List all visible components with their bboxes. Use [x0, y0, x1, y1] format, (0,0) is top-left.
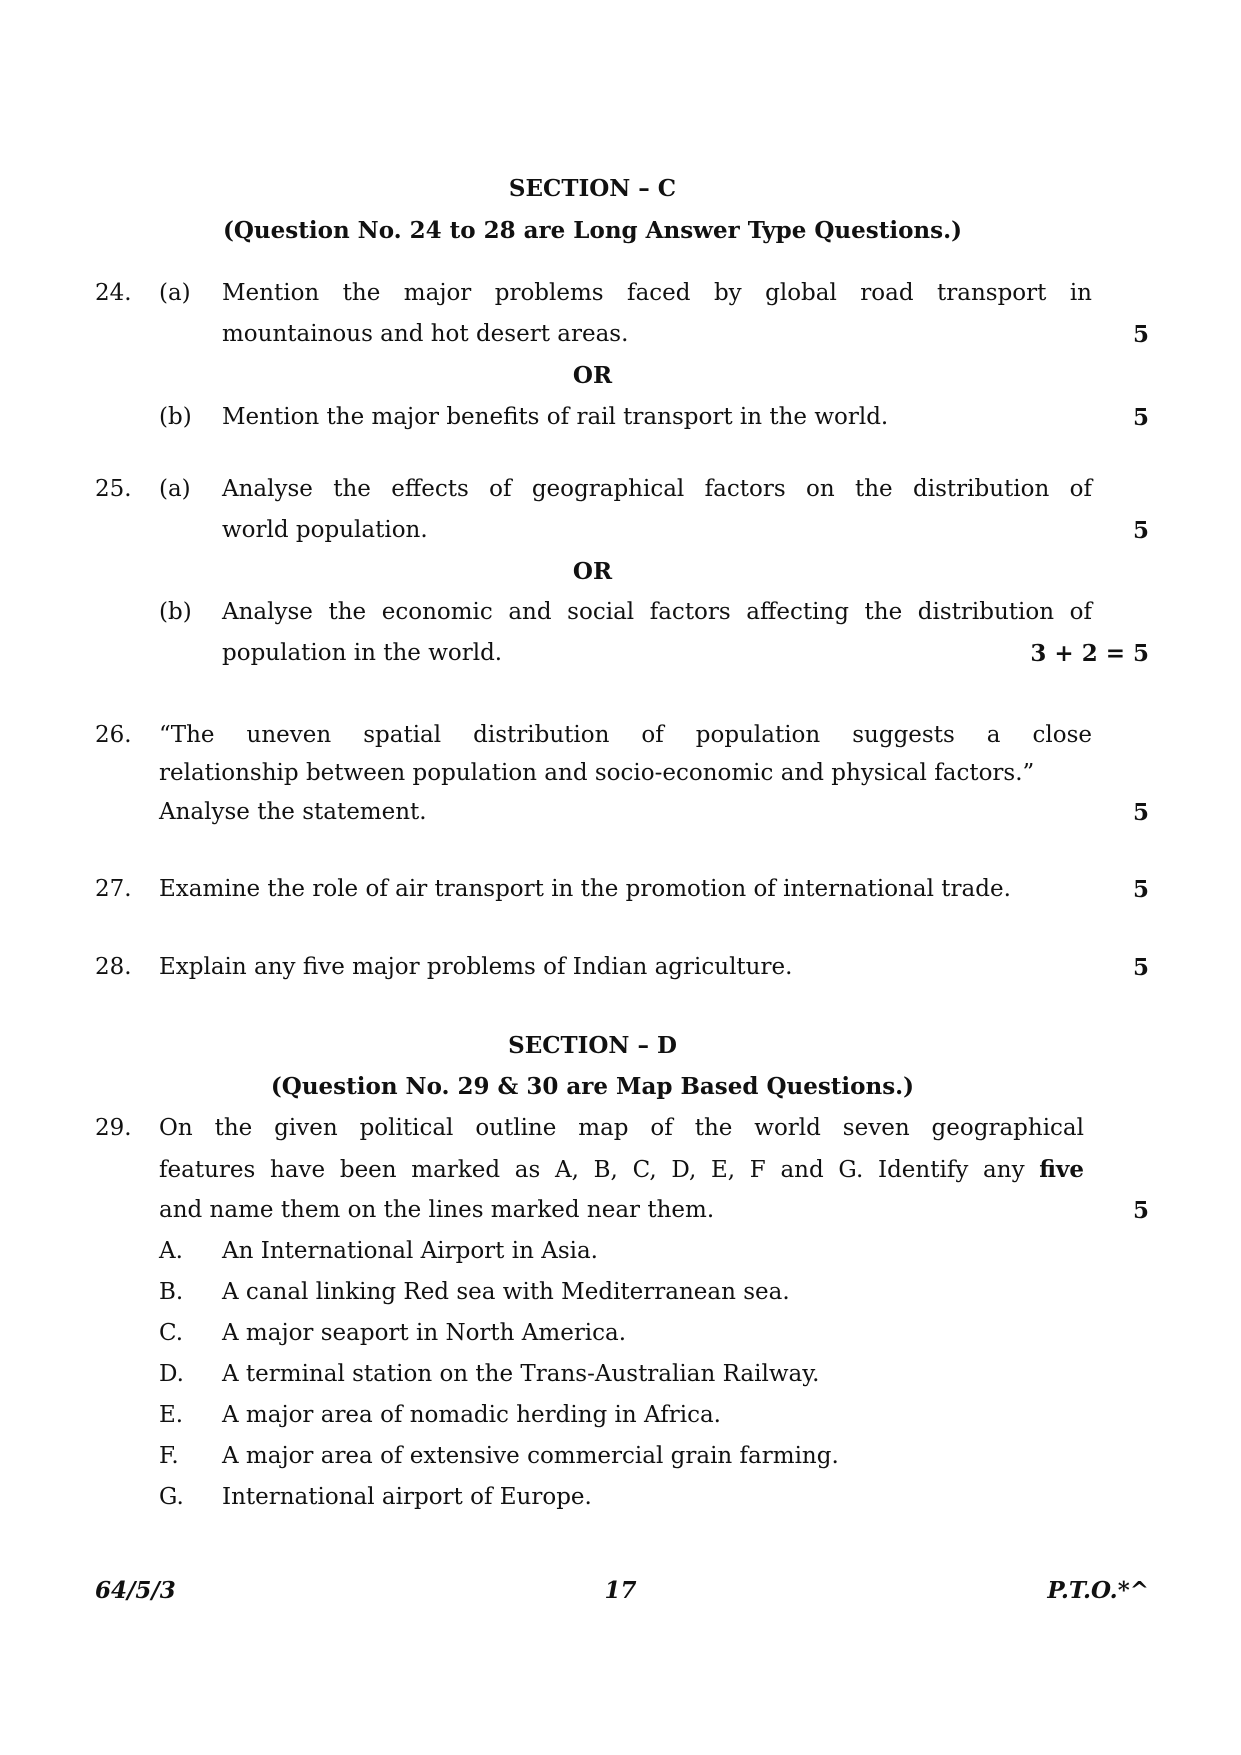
page-number: 17 — [604, 1577, 637, 1604]
q25-b-marks: 3 + 2 = 5 — [1030, 640, 1149, 667]
question-number-25: 25. — [95, 476, 132, 502]
section-d-subtitle: (Question No. 29 & 30 are Map Based Questions.) — [270, 1073, 915, 1100]
question-number-24: 24. — [95, 280, 132, 306]
q29-marks: 5 — [1132, 1197, 1149, 1224]
q27-marks: 5 — [1132, 876, 1149, 903]
q29-line1: On the given political outline map of the world seven geographical — [159, 1115, 1084, 1141]
q29-line3: and name them on the lines marked near them. — [159, 1197, 715, 1223]
q29-item-text: A major area of extensive commercial grain farming. — [222, 1443, 839, 1469]
q26-line3: Analyse the statement. — [159, 799, 427, 825]
q26-marks: 5 — [1132, 799, 1149, 826]
q25-a-marks: 5 — [1132, 517, 1149, 544]
q26-line1: “The uneven spatial distribution of population suggests a close — [159, 722, 1092, 748]
question-number-28: 28. — [95, 954, 132, 980]
q25-or: OR — [572, 558, 613, 585]
q25-b-label: (b) — [159, 599, 192, 625]
question-number-26: 26. — [95, 722, 132, 748]
paper-code: 64/5/3 — [95, 1577, 176, 1604]
q24-a-label: (a) — [159, 280, 191, 306]
q29-item-label: B. — [159, 1279, 184, 1305]
q29-item-label: C. — [159, 1320, 184, 1346]
pto-label: P.T.O.*^ — [1047, 1577, 1149, 1604]
q25-a-line1: Analyse the effects of geographical factors on the distribution of — [222, 476, 1092, 502]
q28-marks: 5 — [1132, 954, 1149, 981]
q29-item-label: G. — [159, 1484, 184, 1510]
q25-b-line1: Analyse the economic and social factors affecting the distribution of — [222, 599, 1092, 625]
q26-line2: relationship between population and socio-economic and physical factors.” — [159, 760, 1035, 786]
q24-b-line1: Mention the major benefits of rail transport in the world. — [222, 404, 889, 430]
q27-line1: Examine the role of air transport in the promotion of international trade. — [159, 876, 1011, 902]
q29-item-text: An International Airport in Asia. — [222, 1238, 598, 1264]
q29-line2-text: features have been marked as A, B, C, D, E, F and G. Identify any — [159, 1157, 1040, 1183]
q28-line1: Explain any five major problems of Indian agriculture. — [159, 954, 793, 980]
q24-b-marks: 5 — [1132, 404, 1149, 431]
question-number-29: 29. — [95, 1115, 132, 1141]
section-d-title: SECTION – D — [508, 1032, 677, 1059]
q29-line2-emphasis: five — [1039, 1156, 1084, 1183]
q24-or: OR — [572, 362, 613, 389]
section-c-subtitle: (Question No. 24 to 28 are Long Answer Type Questions.) — [223, 217, 962, 244]
q29-item-text: International airport of Europe. — [222, 1484, 592, 1510]
q29-item-label: E. — [159, 1402, 184, 1428]
q25-a-label: (a) — [159, 476, 191, 502]
question-number-27: 27. — [95, 876, 132, 902]
q29-item-label: F. — [159, 1443, 179, 1469]
q29-line2 — [159, 1156, 1084, 1183]
q29-item-text: A canal linking Red sea with Mediterranean sea. — [222, 1279, 790, 1305]
section-c-title: SECTION – C — [508, 175, 677, 202]
q29-item-text: A terminal station on the Trans-Australian Railway. — [222, 1361, 820, 1387]
q29-item-label: D. — [159, 1361, 184, 1387]
q25-b-line2: population in the world. — [222, 640, 503, 666]
q24-b-label: (b) — [159, 404, 192, 430]
q24-a-line1: Mention the major problems faced by global road transport in — [222, 280, 1092, 306]
q29-item-label: A. — [159, 1238, 183, 1264]
q25-a-line2: world population. — [222, 517, 428, 543]
q24-a-marks: 5 — [1132, 321, 1149, 348]
q24-a-line2: mountainous and hot desert areas. — [222, 321, 629, 347]
q29-item-text: A major area of nomadic herding in Africa. — [222, 1402, 721, 1428]
q29-item-text: A major seaport in North America. — [222, 1320, 627, 1346]
